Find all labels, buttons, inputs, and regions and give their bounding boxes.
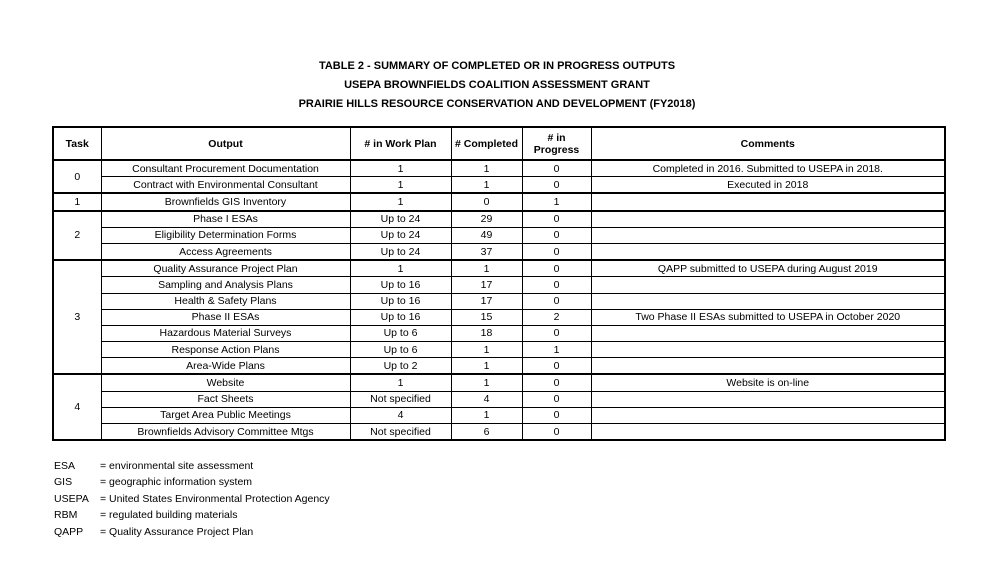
legend-abbreviation: RBM [54, 509, 78, 522]
legend-abbreviation: GIS [54, 476, 73, 489]
completed-cell: 49 [451, 227, 522, 243]
comments-cell [591, 277, 945, 293]
header-work-plan: # in Work Plan [350, 127, 451, 160]
table-row [53, 177, 945, 194]
comments-cell: Executed in 2018 [591, 177, 945, 194]
output-cell: Brownfields Advisory Committee Mtgs [101, 424, 350, 441]
grant-title: USEPA BROWNFIELDS COALITION ASSESSMENT GRANT [344, 79, 650, 91]
completed-cell: 18 [451, 325, 522, 341]
output-cell: Contract with Environmental Consultant [101, 177, 350, 194]
output-cell: Quality Assurance Project Plan [101, 260, 350, 277]
work-plan-cell: Up to 6 [350, 342, 451, 358]
completed-cell: 1 [451, 358, 522, 375]
completed-cell: 17 [451, 293, 522, 309]
output-cell: Eligibility Determination Forms [101, 227, 350, 243]
legend-definition: = environmental site assessment [100, 460, 254, 472]
work-plan-cell: Not specified [350, 391, 451, 407]
output-cell: Fact Sheets [101, 391, 350, 407]
output-cell: Phase I ESAs [101, 211, 350, 228]
task-number-cell: 4 [53, 374, 101, 440]
comments-cell [591, 293, 945, 309]
header-task: Task [53, 127, 101, 160]
table-row [53, 424, 945, 441]
completed-cell: 1 [451, 260, 522, 277]
task-group [53, 374, 945, 440]
comments-cell [591, 424, 945, 441]
in-progress-cell: 1 [522, 342, 591, 358]
completed-cell: 1 [451, 160, 522, 177]
legend-item [54, 507, 330, 523]
task-group [53, 160, 945, 193]
work-plan-cell: Not specified [350, 424, 451, 441]
header-completed: # Completed [451, 127, 522, 160]
work-plan-cell: Up to 16 [350, 277, 451, 293]
comments-cell: Website is on-line [591, 374, 945, 391]
comments-cell: Completed in 2016. Submitted to USEPA in 2018. [591, 160, 945, 177]
work-plan-cell: 1 [350, 260, 451, 277]
outputs-summary-table [52, 126, 946, 441]
table-header-row [53, 127, 945, 160]
in-progress-cell: 0 [522, 374, 591, 391]
output-cell: Target Area Public Meetings [101, 407, 350, 423]
legend-abbreviation: QAPP [54, 525, 84, 538]
work-plan-cell: Up to 24 [350, 243, 451, 260]
table-row [53, 227, 945, 243]
comments-cell [591, 211, 945, 228]
header-in-progress [522, 127, 591, 160]
table-row [53, 407, 945, 423]
table-row [53, 342, 945, 358]
work-plan-cell: 1 [350, 193, 451, 210]
completed-cell: 15 [451, 309, 522, 325]
work-plan-cell: Up to 6 [350, 325, 451, 341]
header-comments: Comments [591, 127, 945, 160]
comments-cell [591, 342, 945, 358]
in-progress-cell: 0 [522, 407, 591, 423]
table-row [53, 309, 945, 325]
output-cell: Access Agreements [101, 243, 350, 260]
output-cell: Consultant Procurement Documentation [101, 160, 350, 177]
completed-cell: 0 [451, 193, 522, 210]
in-progress-cell: 1 [522, 193, 591, 210]
work-plan-cell: 1 [350, 374, 451, 391]
table-row [53, 325, 945, 341]
in-progress-cell: 0 [522, 277, 591, 293]
in-progress-cell: 0 [522, 260, 591, 277]
completed-cell: 37 [451, 243, 522, 260]
output-cell: Area-Wide Plans [101, 358, 350, 375]
in-progress-cell: 0 [522, 160, 591, 177]
in-progress-cell: 0 [522, 424, 591, 441]
work-plan-cell: Up to 16 [350, 309, 451, 325]
work-plan-cell: Up to 2 [350, 358, 451, 375]
legend-definition: = Quality Assurance Project Plan [100, 525, 254, 538]
header-in-progress-line2: Progress [533, 143, 580, 156]
completed-cell: 1 [451, 374, 522, 391]
header-in-progress-line1: # in [547, 131, 566, 144]
comments-cell [591, 325, 945, 341]
output-cell: Website [101, 374, 350, 391]
in-progress-cell: 0 [522, 293, 591, 309]
work-plan-cell: Up to 24 [350, 211, 451, 228]
in-progress-cell: 0 [522, 177, 591, 194]
work-plan-cell: 1 [350, 177, 451, 194]
legend-definition: = geographic information system [100, 476, 253, 489]
in-progress-cell: 0 [522, 243, 591, 260]
task-number-cell: 0 [53, 160, 101, 193]
in-progress-cell: 0 [522, 211, 591, 228]
table-row [53, 391, 945, 407]
legend-definition: = regulated building materials [100, 509, 238, 522]
output-cell: Response Action Plans [101, 342, 350, 358]
output-cell: Brownfields GIS Inventory [101, 193, 350, 210]
completed-cell: 17 [451, 277, 522, 293]
comments-cell [591, 358, 945, 375]
abbreviation-legend [54, 458, 330, 540]
table-title: TABLE 2 - SUMMARY OF COMPLETED OR IN PROGRESS OUTPUTS [318, 60, 676, 72]
task-group [53, 211, 945, 261]
legend-abbreviation: USEPA [54, 492, 89, 505]
legend-item [54, 458, 330, 474]
work-plan-cell: Up to 24 [350, 227, 451, 243]
in-progress-cell: 0 [522, 227, 591, 243]
completed-cell: 29 [451, 211, 522, 228]
task-number-cell: 2 [53, 211, 101, 261]
in-progress-cell: 0 [522, 358, 591, 375]
completed-cell: 1 [451, 342, 522, 358]
in-progress-cell: 2 [522, 309, 591, 325]
task-number-cell: 1 [53, 193, 101, 210]
table-row [53, 293, 945, 309]
work-plan-cell: 4 [350, 407, 451, 423]
comments-cell [591, 391, 945, 407]
completed-cell: 4 [451, 391, 522, 407]
in-progress-cell: 0 [522, 391, 591, 407]
legend-definition: = United States Environmental Protection Agency [100, 492, 330, 505]
legend-item [54, 474, 330, 490]
completed-cell: 6 [451, 424, 522, 441]
table-row [53, 243, 945, 260]
in-progress-cell: 0 [522, 325, 591, 341]
table-row [53, 160, 945, 177]
table-row [53, 193, 945, 210]
output-cell: Hazardous Material Surveys [101, 325, 350, 341]
table-title-block [0, 57, 994, 114]
completed-cell: 1 [451, 177, 522, 194]
legend-abbreviation: ESA [54, 460, 76, 472]
comments-cell [591, 193, 945, 210]
legend-item [54, 491, 330, 507]
task-number-cell: 3 [53, 260, 101, 374]
table-row [53, 277, 945, 293]
work-plan-cell: Up to 16 [350, 293, 451, 309]
table-row [53, 211, 945, 228]
organization-title: PRAIRIE HILLS RESOURCE CONSERVATION AND DEVELOPMENT (FY2018) [298, 98, 696, 110]
comments-cell: Two Phase II ESAs submitted to USEPA in October 2020 [591, 309, 945, 325]
task-group [53, 193, 945, 210]
comments-cell [591, 243, 945, 260]
comments-cell: QAPP submitted to USEPA during August 2019 [591, 260, 945, 277]
legend-item [54, 524, 330, 540]
work-plan-cell: 1 [350, 160, 451, 177]
comments-cell [591, 227, 945, 243]
completed-cell: 1 [451, 407, 522, 423]
output-cell: Health & Safety Plans [101, 293, 350, 309]
table-row [53, 260, 945, 277]
table-row [53, 374, 945, 391]
header-output: Output [101, 127, 350, 160]
output-cell: Phase II ESAs [101, 309, 350, 325]
task-group [53, 260, 945, 374]
comments-cell [591, 407, 945, 423]
output-cell: Sampling and Analysis Plans [101, 277, 350, 293]
table-row [53, 358, 945, 375]
